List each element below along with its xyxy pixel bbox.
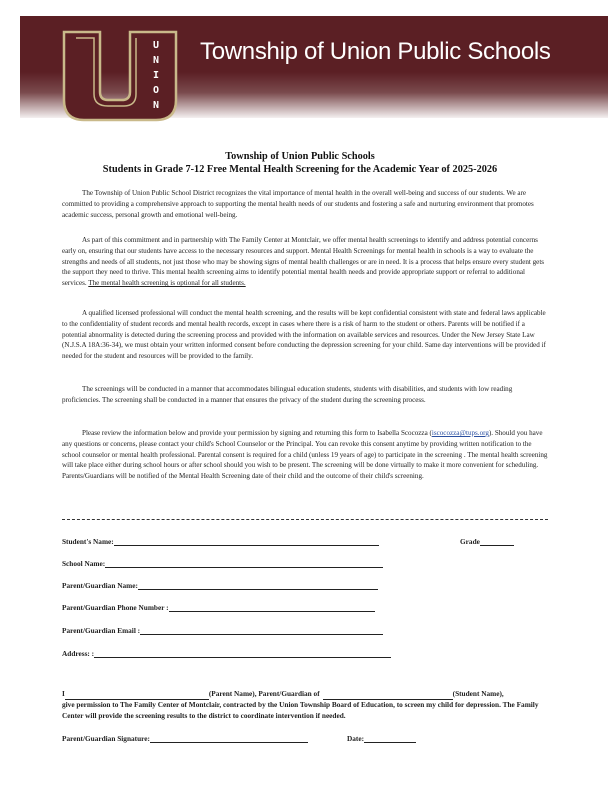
parent-phone-field[interactable] [62, 603, 375, 612]
student-name-field[interactable] [62, 537, 379, 546]
paragraph-text: A qualified licensed professional will conduct the mental health screening, and the results will be kept confidential consistent with state and federal laws applicable to the confidentiality of student records and mental health records, except in cases where there is a risk of harm to the student or others. Parents will be notified if a potential abnormality is detected during the screening process and provided with the information on available services and resources. Under the New Jersey State Law (N.J.S.A 18A:36-34), we must obtain your written informed consent before conducting the depression screening for your child. Same day interventions will be provided if needed for the student and resources will be provided to the family. [62, 309, 546, 361]
paragraph-text: ). Should you have any questions or concerns, please contact your child's School Counselor or the Principal. You can revoke this consent anytime by providing written notification to the school counselor or mental health professional. Parental consent is required for a child (unless 19 years of age) to participate in the screening . The mental health screening will take place either during school hours or after school should you wish to be present. The screening will be done virtually to make it more convenient for scheduling. Parents/Guardians will be notified of the Mental Health Screening date of their child and the outcome of their child's screening. [62, 429, 548, 481]
parent-email-field[interactable] [62, 626, 383, 635]
school-name-line[interactable] [105, 559, 383, 568]
school-name-label: School Name: [62, 559, 106, 568]
date-label: Date: [347, 734, 365, 743]
address-label: Address: : [62, 649, 95, 658]
permission-statement [62, 689, 552, 721]
parent-name-label: Parent/Guardian Name: [62, 581, 138, 590]
permission-i: I [62, 689, 65, 698]
address-line[interactable] [94, 649, 391, 658]
signature-label: Parent/Guardian Signature: [62, 734, 150, 743]
paragraph-2 [62, 235, 550, 289]
document-title [40, 150, 560, 176]
address-field[interactable] [62, 649, 391, 658]
parent-phone-line[interactable] [169, 603, 375, 612]
parent-name-field[interactable] [62, 581, 378, 590]
paragraph-3 [62, 308, 550, 362]
contact-email-link[interactable]: iscocozza@tups.org [431, 429, 489, 437]
parent-email-label: Parent/Guardian Email : [62, 626, 141, 635]
student-name-blank-label: (Student Name), [452, 689, 504, 698]
union-logo [62, 30, 178, 122]
title-line-2: Students in Grade 7-12 Free Mental Health Screening for the Academic Year of 2025-2026 [102, 164, 498, 175]
permission-text: give permission to The Family Center of Montclair, contracted by the Union Township Board of Education, to screen my child for depression. The Family Center will provide the screening results to the district to coordinate intervention if needed. [62, 699, 539, 720]
parent-name-line[interactable] [138, 581, 378, 590]
paragraph-1 [62, 188, 550, 220]
paragraph-4 [62, 384, 550, 406]
paragraph-text: The screenings will be conducted in a manner that accommodates bilingual education students, students with disabilities, and students with low reading proficiencies. The screening shall be conducted in a manner that ensures the privacy of the student during the screening process. [62, 385, 513, 404]
student-name-blank[interactable] [323, 691, 453, 700]
grade-label: Grade [460, 537, 480, 546]
grade-field[interactable] [460, 537, 514, 546]
signature-line[interactable] [150, 734, 308, 743]
title-line-1: Township of Union Public Schools [225, 151, 375, 162]
parent-name-blank-label: (Parent Name), Parent/Guardian of [208, 689, 320, 698]
date-field[interactable] [347, 734, 416, 743]
signature-field[interactable] [62, 734, 308, 743]
school-name-field[interactable] [62, 559, 383, 568]
paragraph-text: Please review the information below and provide your permission by signing and returning this form to Isabella Scocozza ( [82, 429, 432, 437]
parent-email-line[interactable] [140, 626, 383, 635]
parent-phone-label: Parent/Guardian Phone Number : [62, 603, 169, 612]
student-name-label: Student's Name: [62, 537, 114, 546]
student-name-line[interactable] [114, 537, 379, 546]
date-line[interactable] [364, 734, 416, 743]
paragraph-5 [62, 428, 550, 482]
svg-text:O: O [152, 85, 160, 96]
cut-line-divider [62, 519, 548, 520]
svg-text:I: I [152, 70, 160, 81]
svg-text:U: U [152, 40, 160, 51]
banner-title: Township of Union Public Schools [200, 38, 551, 65]
grade-line[interactable] [480, 537, 514, 546]
paragraph-text: As part of this commitment and in partnership with The Family Center at Montclair, we offer mental health screenings to identify and address potential concerns early on, ensuring that our students have access to the necessary resources and support. Mental Health Screenings for mental health in schools is a way to evaluate the strengths and needs of all students, not just those who may be showing signs of mental health challenges or are in need. It is a process that helps ensure every student gets the support they need to thrive. This mental health screening aims to identify potential mental health needs and provide appropriate support or referral to additional services. [62, 236, 545, 288]
svg-text:N: N [152, 55, 160, 66]
parent-name-blank[interactable] [65, 691, 209, 700]
optional-notice: The mental health screening is optional for all students. [88, 279, 246, 288]
svg-text:N: N [152, 100, 160, 111]
paragraph-text: The Township of Union Public School District recognizes the vital importance of mental health in the overall well-being and success of our students. We are committed to providing a comprehensive approach to supporting the mental health needs of our students and fostering a safe and nurturing environment that promotes academic success, personal growth and emotional well-being. [62, 189, 534, 219]
